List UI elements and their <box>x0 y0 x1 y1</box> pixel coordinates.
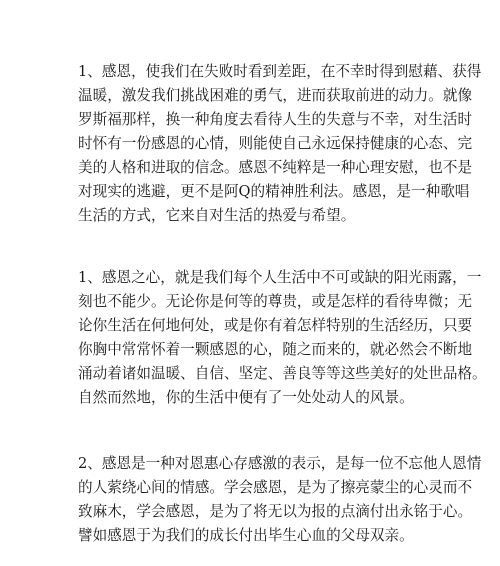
text-line: 你胸中常常怀着一颗感恩的心，随之而来的，就必然会不断地 <box>78 341 473 358</box>
paragraph-2 <box>78 266 487 410</box>
text-line: 对现实的逃避，更不是阿Q的精神胜利法。感恩，是一种歌唱 <box>78 183 470 200</box>
text-line: 2、感恩是一种对恩惠心存感激的表示，是每一位不忘他人恩情 <box>78 455 482 472</box>
text-line: 时怀有一份感恩的心情，则能使自己永远保持健康的心态、完 <box>78 135 473 152</box>
paragraph-1 <box>78 60 482 228</box>
text-line: 的人萦绕心间的情感。学会感恩，是为了擦亮蒙尘的心灵而不 <box>78 479 473 496</box>
paragraph-3 <box>78 452 482 548</box>
text-line: 1、感恩之心，就是我们每个人生活中不可或缺的阳光雨露，一 <box>78 269 482 286</box>
text-line: 温暖，激发我们挑战困难的勇气，进而获取前进的动力。就像 <box>78 87 473 104</box>
text-line: 自然而然地，你的生活中便有了一处处动人的风景。 <box>78 389 414 406</box>
text-line: 譬如感恩于为我们的成长付出毕生心血的父母双亲。 <box>78 527 414 544</box>
text-line: 美的人格和进取的信念。感恩不纯粹是一种心理安慰，也不是 <box>78 159 473 176</box>
text-line: 1、感恩，使我们在失败时看到差距，在不幸时得到慰藉、获得 <box>78 63 482 80</box>
text-line: 致麻木，学会感恩，是为了将无以为报的点滴付出永铭于心。 <box>78 503 473 520</box>
text-line: 罗斯福那样，换一种角度去看待人生的失意与不幸，对生活时 <box>78 111 473 128</box>
text-line: 涌动着诸如温暖、自信、坚定、善良等等这些美好的处世品格。 <box>78 365 487 382</box>
text-line: 刻也不能少。无论你是何等的尊贵，或是怎样的看待卑微；无 <box>78 293 473 310</box>
text-line: 生活的方式，它来自对生活的热爱与希望。 <box>78 207 356 224</box>
text-line: 论你生活在何地何处，或是你有着怎样特别的生活经历，只要 <box>78 317 473 334</box>
